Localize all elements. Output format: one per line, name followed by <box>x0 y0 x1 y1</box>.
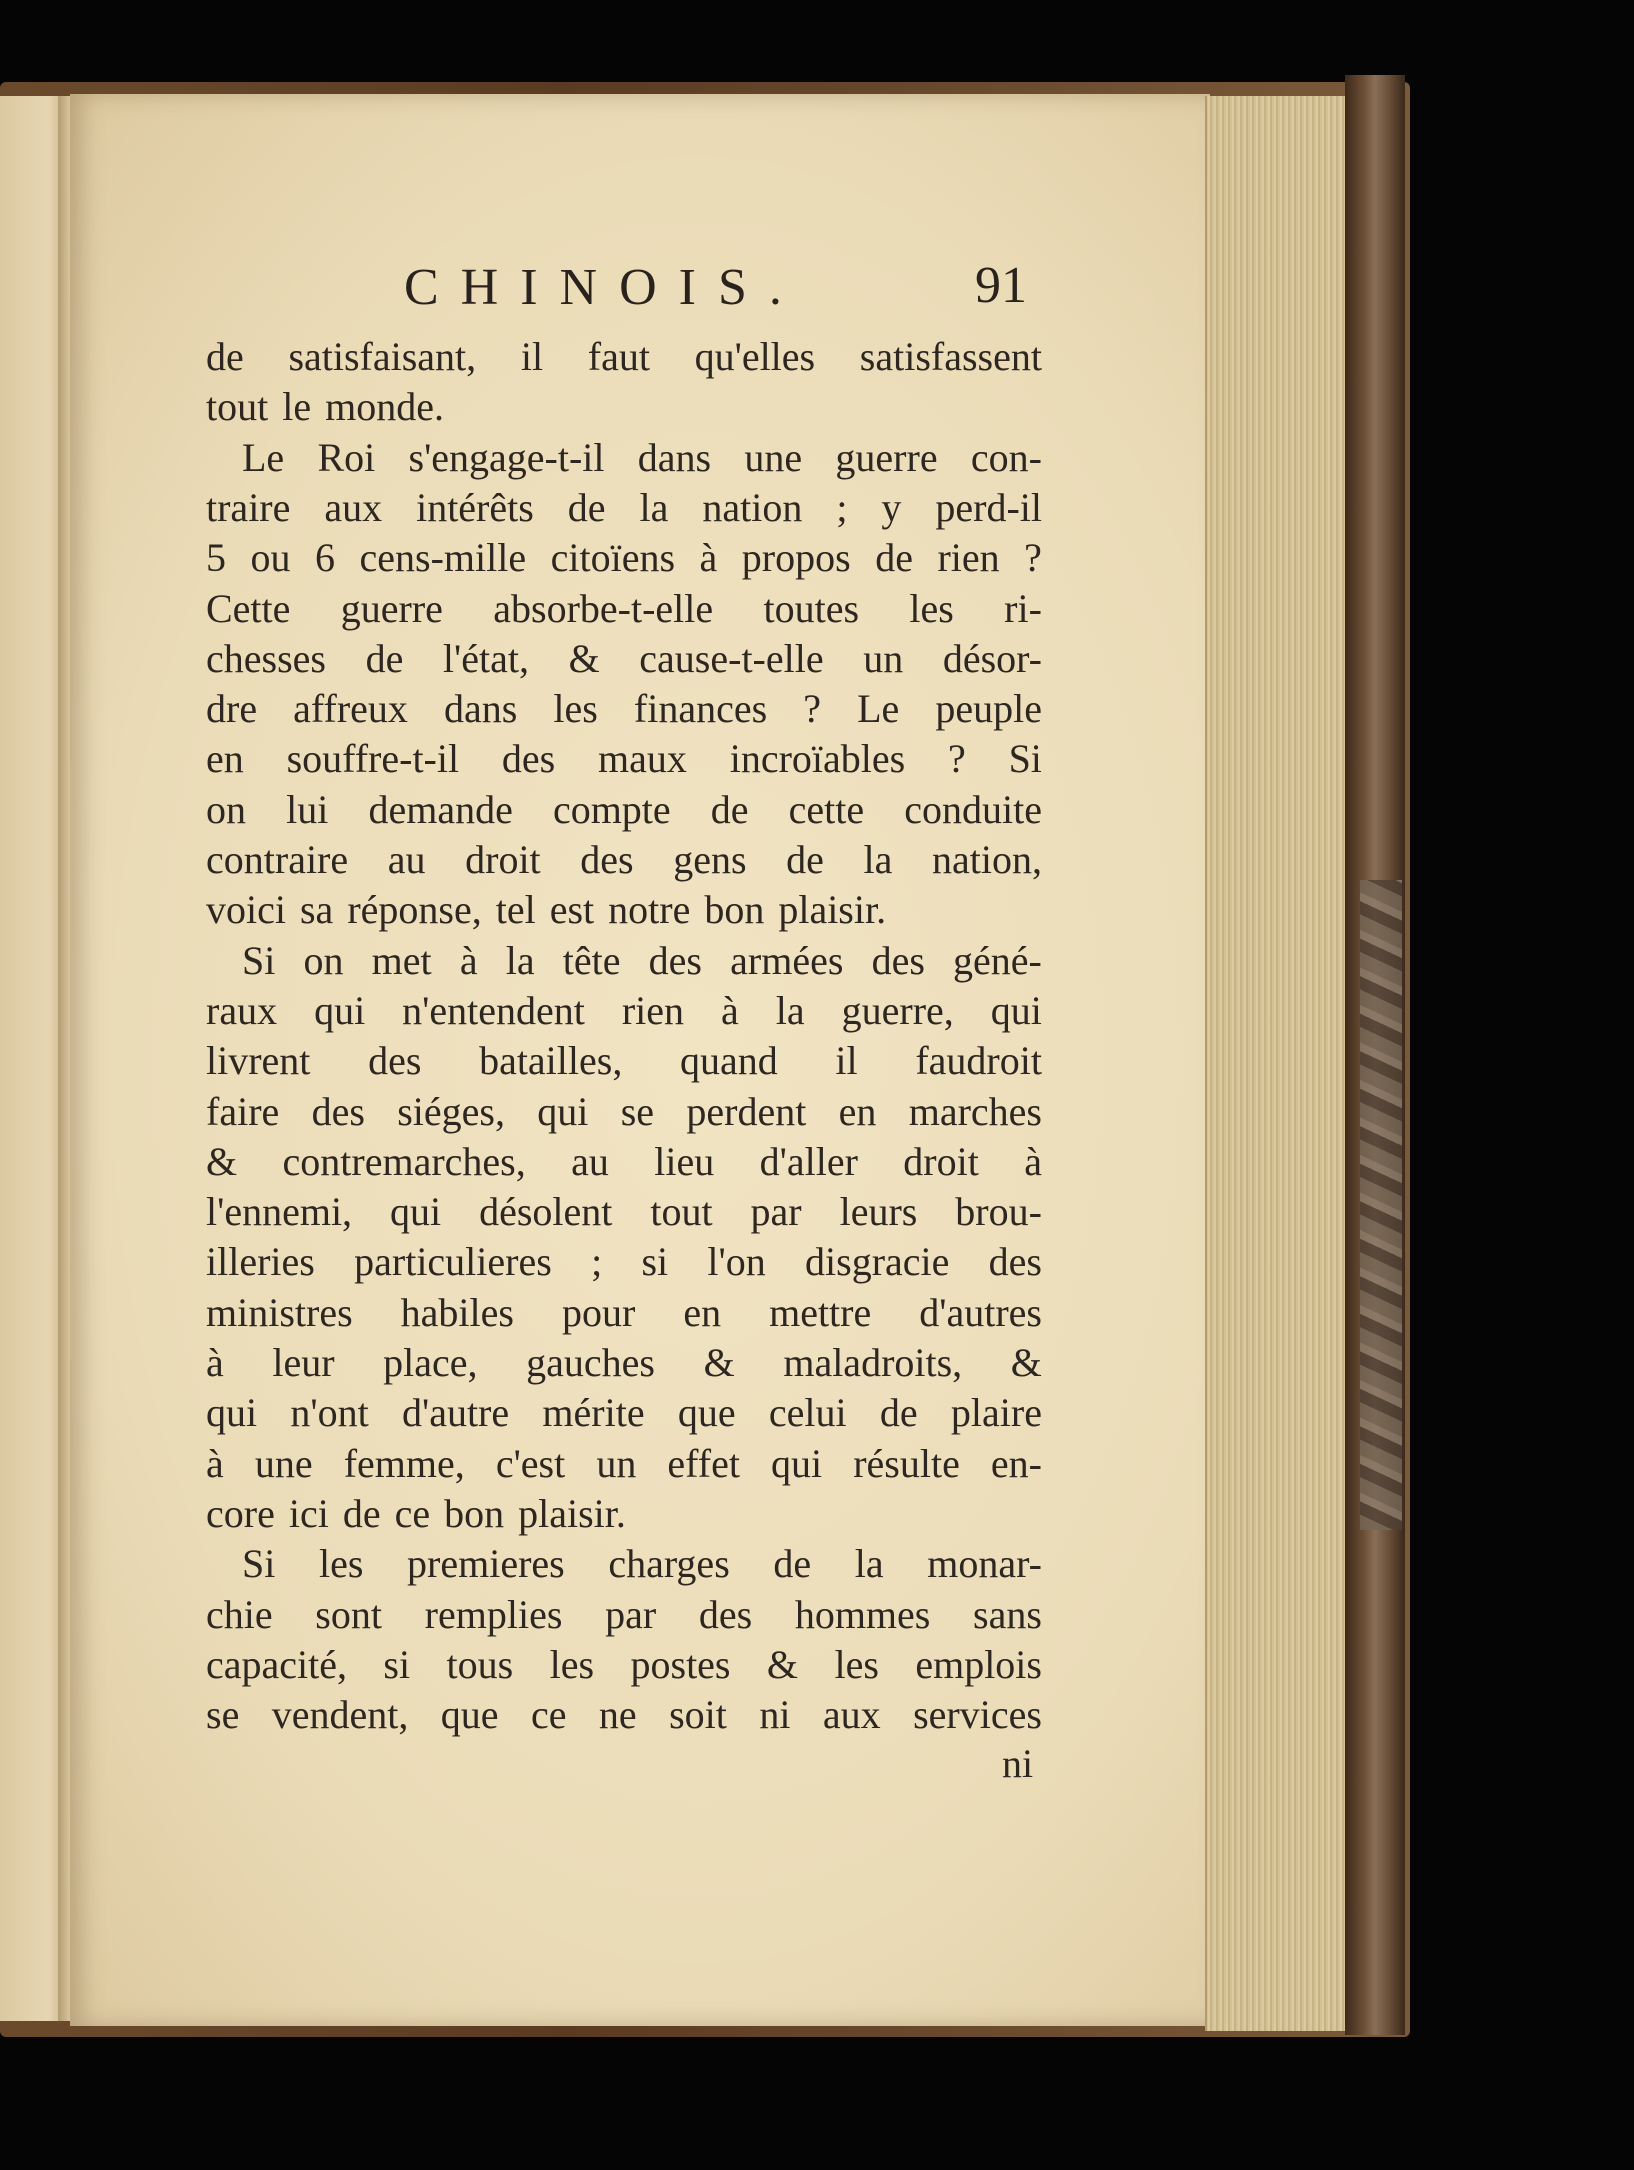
text-line: illeries particulieres ; si l'on disgracie des <box>206 1239 1042 1285</box>
text-line: contraire au droit des gens de la nation, <box>206 837 1042 882</box>
text-line: voici sa réponse, tel est notre bon plaisir. <box>206 887 887 933</box>
text-line: en souffre-t-il des maux incroïables ? Si <box>206 736 1042 782</box>
text-line: livrent des batailles, quand il faudroit <box>206 1038 1042 1084</box>
catchword: ni <box>1002 1741 1034 1786</box>
text-line: l'ennemi, qui désolent tout par leurs brou- <box>206 1189 1042 1235</box>
text-line: chesses de l'état, & cause-t-elle un désor- <box>206 635 1042 681</box>
text-line: de satisfaisant, il faut qu'elles satisfassent <box>206 334 1042 379</box>
text-line: traire aux intérêts de la nation ; y perd-il <box>206 484 1042 530</box>
text-line: se vendent, que ce ne soit ni aux services <box>206 1692 1042 1738</box>
text-line: Cette guerre absorbe-t-elle toutes les ri- <box>206 585 1042 631</box>
text-line: Le Roi s'engage-t-il dans une guerre con- <box>242 434 1042 480</box>
text-line: ministres habiles pour en mettre d'autres <box>206 1289 1042 1335</box>
text-line: 5 ou 6 cens-mille citoïens à propos de rien ? <box>206 535 1042 581</box>
page-edges <box>1205 96 1347 2031</box>
text-line: capacité, si tous les postes & les emplois <box>206 1641 1042 1687</box>
text-line: on lui demande compte de cette conduite <box>206 786 1042 832</box>
text-line: tout le monde. <box>206 384 444 430</box>
text-line: Si les premieres charges de la monar- <box>242 1541 1042 1587</box>
page-number: 91 <box>975 257 1027 314</box>
text-line: à une femme, c'est un effet qui résulte en- <box>206 1440 1042 1486</box>
text-line: chie sont remplies par des hommes sans <box>206 1591 1042 1637</box>
text-line: Si on met à la tête des armées des géné- <box>242 937 1042 983</box>
text-line: faire des siéges, qui se perdent en marches <box>206 1088 1042 1134</box>
text-line: dre affreux dans les finances ? Le peuple <box>206 686 1042 732</box>
text-line: raux qui n'entendent rien à la guerre, qui <box>206 987 1042 1033</box>
text-line: qui n'ont d'autre mérite que celui de plaire <box>206 1390 1042 1436</box>
running-title: CHINOIS. <box>404 259 804 316</box>
marbled-spine-pattern <box>1360 880 1402 1530</box>
text-line: à leur place, gauches & maladroits, & <box>206 1340 1042 1385</box>
text-line: core ici de ce bon plaisir. <box>206 1490 626 1536</box>
text-line: & contremarches, au lieu d'aller droit à <box>206 1138 1042 1184</box>
